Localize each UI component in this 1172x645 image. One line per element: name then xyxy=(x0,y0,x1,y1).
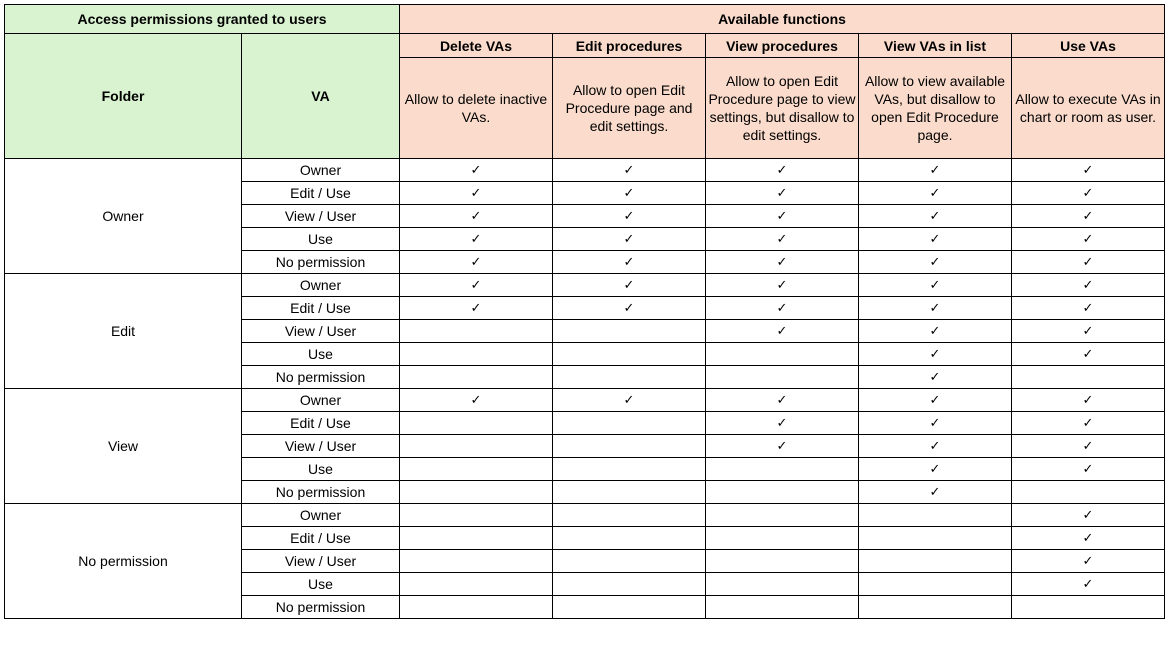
checkmark-icon: ✓ xyxy=(1012,159,1165,182)
empty-cell xyxy=(400,504,553,527)
va-permission-cell: Owner xyxy=(242,274,400,297)
checkmark-icon: ✓ xyxy=(1012,205,1165,228)
checkmark-icon: ✓ xyxy=(706,297,859,320)
checkmark-icon: ✓ xyxy=(400,274,553,297)
checkmark-icon: ✓ xyxy=(400,297,553,320)
checkmark-icon: ✓ xyxy=(400,251,553,274)
empty-cell xyxy=(706,481,859,504)
folder-permission-cell: Owner xyxy=(5,159,242,274)
checkmark-icon: ✓ xyxy=(859,389,1012,412)
checkmark-icon: ✓ xyxy=(1012,527,1165,550)
checkmark-icon: ✓ xyxy=(400,205,553,228)
checkmark-icon: ✓ xyxy=(1012,435,1165,458)
empty-cell xyxy=(706,343,859,366)
empty-cell xyxy=(553,343,706,366)
checkmark-icon: ✓ xyxy=(859,343,1012,366)
va-permission-cell: Edit / Use xyxy=(242,297,400,320)
checkmark-icon: ✓ xyxy=(1012,458,1165,481)
checkmark-icon: ✓ xyxy=(706,435,859,458)
empty-cell xyxy=(553,412,706,435)
empty-cell xyxy=(553,504,706,527)
empty-cell xyxy=(400,458,553,481)
empty-cell xyxy=(859,504,1012,527)
empty-cell xyxy=(859,527,1012,550)
empty-cell xyxy=(706,573,859,596)
checkmark-icon: ✓ xyxy=(859,159,1012,182)
checkmark-icon: ✓ xyxy=(553,228,706,251)
table-body xyxy=(5,159,1165,619)
table-row xyxy=(5,274,1165,297)
checkmark-icon: ✓ xyxy=(859,205,1012,228)
checkmark-icon: ✓ xyxy=(859,182,1012,205)
empty-cell xyxy=(400,550,553,573)
function-name-use-vas: Use VAs xyxy=(1012,34,1165,58)
table-row xyxy=(5,504,1165,527)
checkmark-icon: ✓ xyxy=(1012,228,1165,251)
empty-cell xyxy=(553,481,706,504)
empty-cell xyxy=(400,435,553,458)
checkmark-icon: ✓ xyxy=(553,297,706,320)
function-desc-edit-procedures: Allow to open Edit Procedure page and edit settings. xyxy=(553,58,706,159)
checkmark-icon: ✓ xyxy=(706,251,859,274)
checkmark-icon: ✓ xyxy=(553,251,706,274)
va-permission-cell: View / User xyxy=(242,320,400,343)
folder-permission-cell: View xyxy=(5,389,242,504)
folder-column-header: Folder xyxy=(5,34,242,159)
checkmark-icon: ✓ xyxy=(859,481,1012,504)
folder-permission-cell: Edit xyxy=(5,274,242,389)
function-name-edit-procedures: Edit procedures xyxy=(553,34,706,58)
checkmark-icon: ✓ xyxy=(859,458,1012,481)
checkmark-icon: ✓ xyxy=(553,182,706,205)
checkmark-icon: ✓ xyxy=(1012,274,1165,297)
empty-cell xyxy=(706,458,859,481)
empty-cell xyxy=(400,320,553,343)
va-permission-cell: Use xyxy=(242,573,400,596)
va-permission-cell: Edit / Use xyxy=(242,527,400,550)
empty-cell xyxy=(553,366,706,389)
checkmark-icon: ✓ xyxy=(400,159,553,182)
empty-cell xyxy=(1012,366,1165,389)
empty-cell xyxy=(859,596,1012,619)
empty-cell xyxy=(553,573,706,596)
checkmark-icon: ✓ xyxy=(706,159,859,182)
empty-cell xyxy=(859,573,1012,596)
va-permission-cell: Owner xyxy=(242,389,400,412)
checkmark-icon: ✓ xyxy=(1012,320,1165,343)
checkmark-icon: ✓ xyxy=(859,412,1012,435)
checkmark-icon: ✓ xyxy=(400,389,553,412)
function-name-delete-vas: Delete VAs xyxy=(400,34,553,58)
available-functions-header: Available functions xyxy=(400,5,1165,34)
checkmark-icon: ✓ xyxy=(706,205,859,228)
va-permission-cell: Use xyxy=(242,343,400,366)
checkmark-icon: ✓ xyxy=(553,159,706,182)
function-desc-view-vas-in-list: Allow to view available VAs, but disallow to open Edit Procedure page. xyxy=(859,58,1012,159)
empty-cell xyxy=(400,366,553,389)
function-desc-view-procedures: Allow to open Edit Procedure page to view settings, but disallow to edit settings. xyxy=(706,58,859,159)
checkmark-icon: ✓ xyxy=(706,320,859,343)
checkmark-icon: ✓ xyxy=(553,389,706,412)
checkmark-icon: ✓ xyxy=(859,251,1012,274)
va-permission-cell: View / User xyxy=(242,205,400,228)
checkmark-icon: ✓ xyxy=(859,366,1012,389)
checkmark-icon: ✓ xyxy=(1012,297,1165,320)
empty-cell xyxy=(1012,596,1165,619)
empty-cell xyxy=(400,527,553,550)
checkmark-icon: ✓ xyxy=(1012,573,1165,596)
va-permission-cell: Use xyxy=(242,228,400,251)
empty-cell xyxy=(706,596,859,619)
va-permission-cell: Owner xyxy=(242,504,400,527)
empty-cell xyxy=(706,550,859,573)
checkmark-icon: ✓ xyxy=(859,228,1012,251)
checkmark-icon: ✓ xyxy=(400,182,553,205)
empty-cell xyxy=(553,596,706,619)
empty-cell xyxy=(553,458,706,481)
va-permission-cell: No permission xyxy=(242,251,400,274)
checkmark-icon: ✓ xyxy=(859,274,1012,297)
checkmark-icon: ✓ xyxy=(553,205,706,228)
function-name-view-vas-in-list: View VAs in list xyxy=(859,34,1012,58)
va-permission-cell: View / User xyxy=(242,550,400,573)
checkmark-icon: ✓ xyxy=(1012,412,1165,435)
access-permissions-header: Access permissions granted to users xyxy=(5,5,400,34)
checkmark-icon: ✓ xyxy=(859,297,1012,320)
checkmark-icon: ✓ xyxy=(706,274,859,297)
function-name-view-procedures: View procedures xyxy=(706,34,859,58)
checkmark-icon: ✓ xyxy=(400,228,553,251)
table-row xyxy=(5,159,1165,182)
empty-cell xyxy=(400,412,553,435)
empty-cell xyxy=(553,320,706,343)
checkmark-icon: ✓ xyxy=(859,435,1012,458)
va-permission-cell: View / User xyxy=(242,435,400,458)
checkmark-icon: ✓ xyxy=(1012,504,1165,527)
empty-cell xyxy=(553,527,706,550)
va-permission-cell: Owner xyxy=(242,159,400,182)
va-permission-cell: Edit / Use xyxy=(242,412,400,435)
va-column-header: VA xyxy=(242,34,400,159)
va-permission-cell: No permission xyxy=(242,481,400,504)
checkmark-icon: ✓ xyxy=(1012,182,1165,205)
checkmark-icon: ✓ xyxy=(859,320,1012,343)
empty-cell xyxy=(706,527,859,550)
empty-cell xyxy=(400,573,553,596)
empty-cell xyxy=(859,550,1012,573)
checkmark-icon: ✓ xyxy=(706,228,859,251)
checkmark-icon: ✓ xyxy=(706,412,859,435)
empty-cell xyxy=(400,481,553,504)
va-permission-cell: No permission xyxy=(242,366,400,389)
empty-cell xyxy=(706,504,859,527)
checkmark-icon: ✓ xyxy=(706,389,859,412)
permissions-table xyxy=(4,4,1165,619)
checkmark-icon: ✓ xyxy=(553,274,706,297)
table-row xyxy=(5,389,1165,412)
empty-cell xyxy=(706,366,859,389)
function-desc-delete-vas: Allow to delete inactive VAs. xyxy=(400,58,553,159)
empty-cell xyxy=(400,596,553,619)
empty-cell xyxy=(553,550,706,573)
checkmark-icon: ✓ xyxy=(1012,251,1165,274)
folder-permission-cell: No permission xyxy=(5,504,242,619)
va-permission-cell: Edit / Use xyxy=(242,182,400,205)
function-desc-use-vas: Allow to execute VAs in chart or room as user. xyxy=(1012,58,1165,159)
empty-cell xyxy=(400,343,553,366)
checkmark-icon: ✓ xyxy=(1012,343,1165,366)
checkmark-icon: ✓ xyxy=(706,182,859,205)
checkmark-icon: ✓ xyxy=(1012,389,1165,412)
empty-cell xyxy=(553,435,706,458)
table-header xyxy=(5,5,1165,159)
va-permission-cell: Use xyxy=(242,458,400,481)
checkmark-icon: ✓ xyxy=(1012,550,1165,573)
va-permission-cell: No permission xyxy=(242,596,400,619)
empty-cell xyxy=(1012,481,1165,504)
